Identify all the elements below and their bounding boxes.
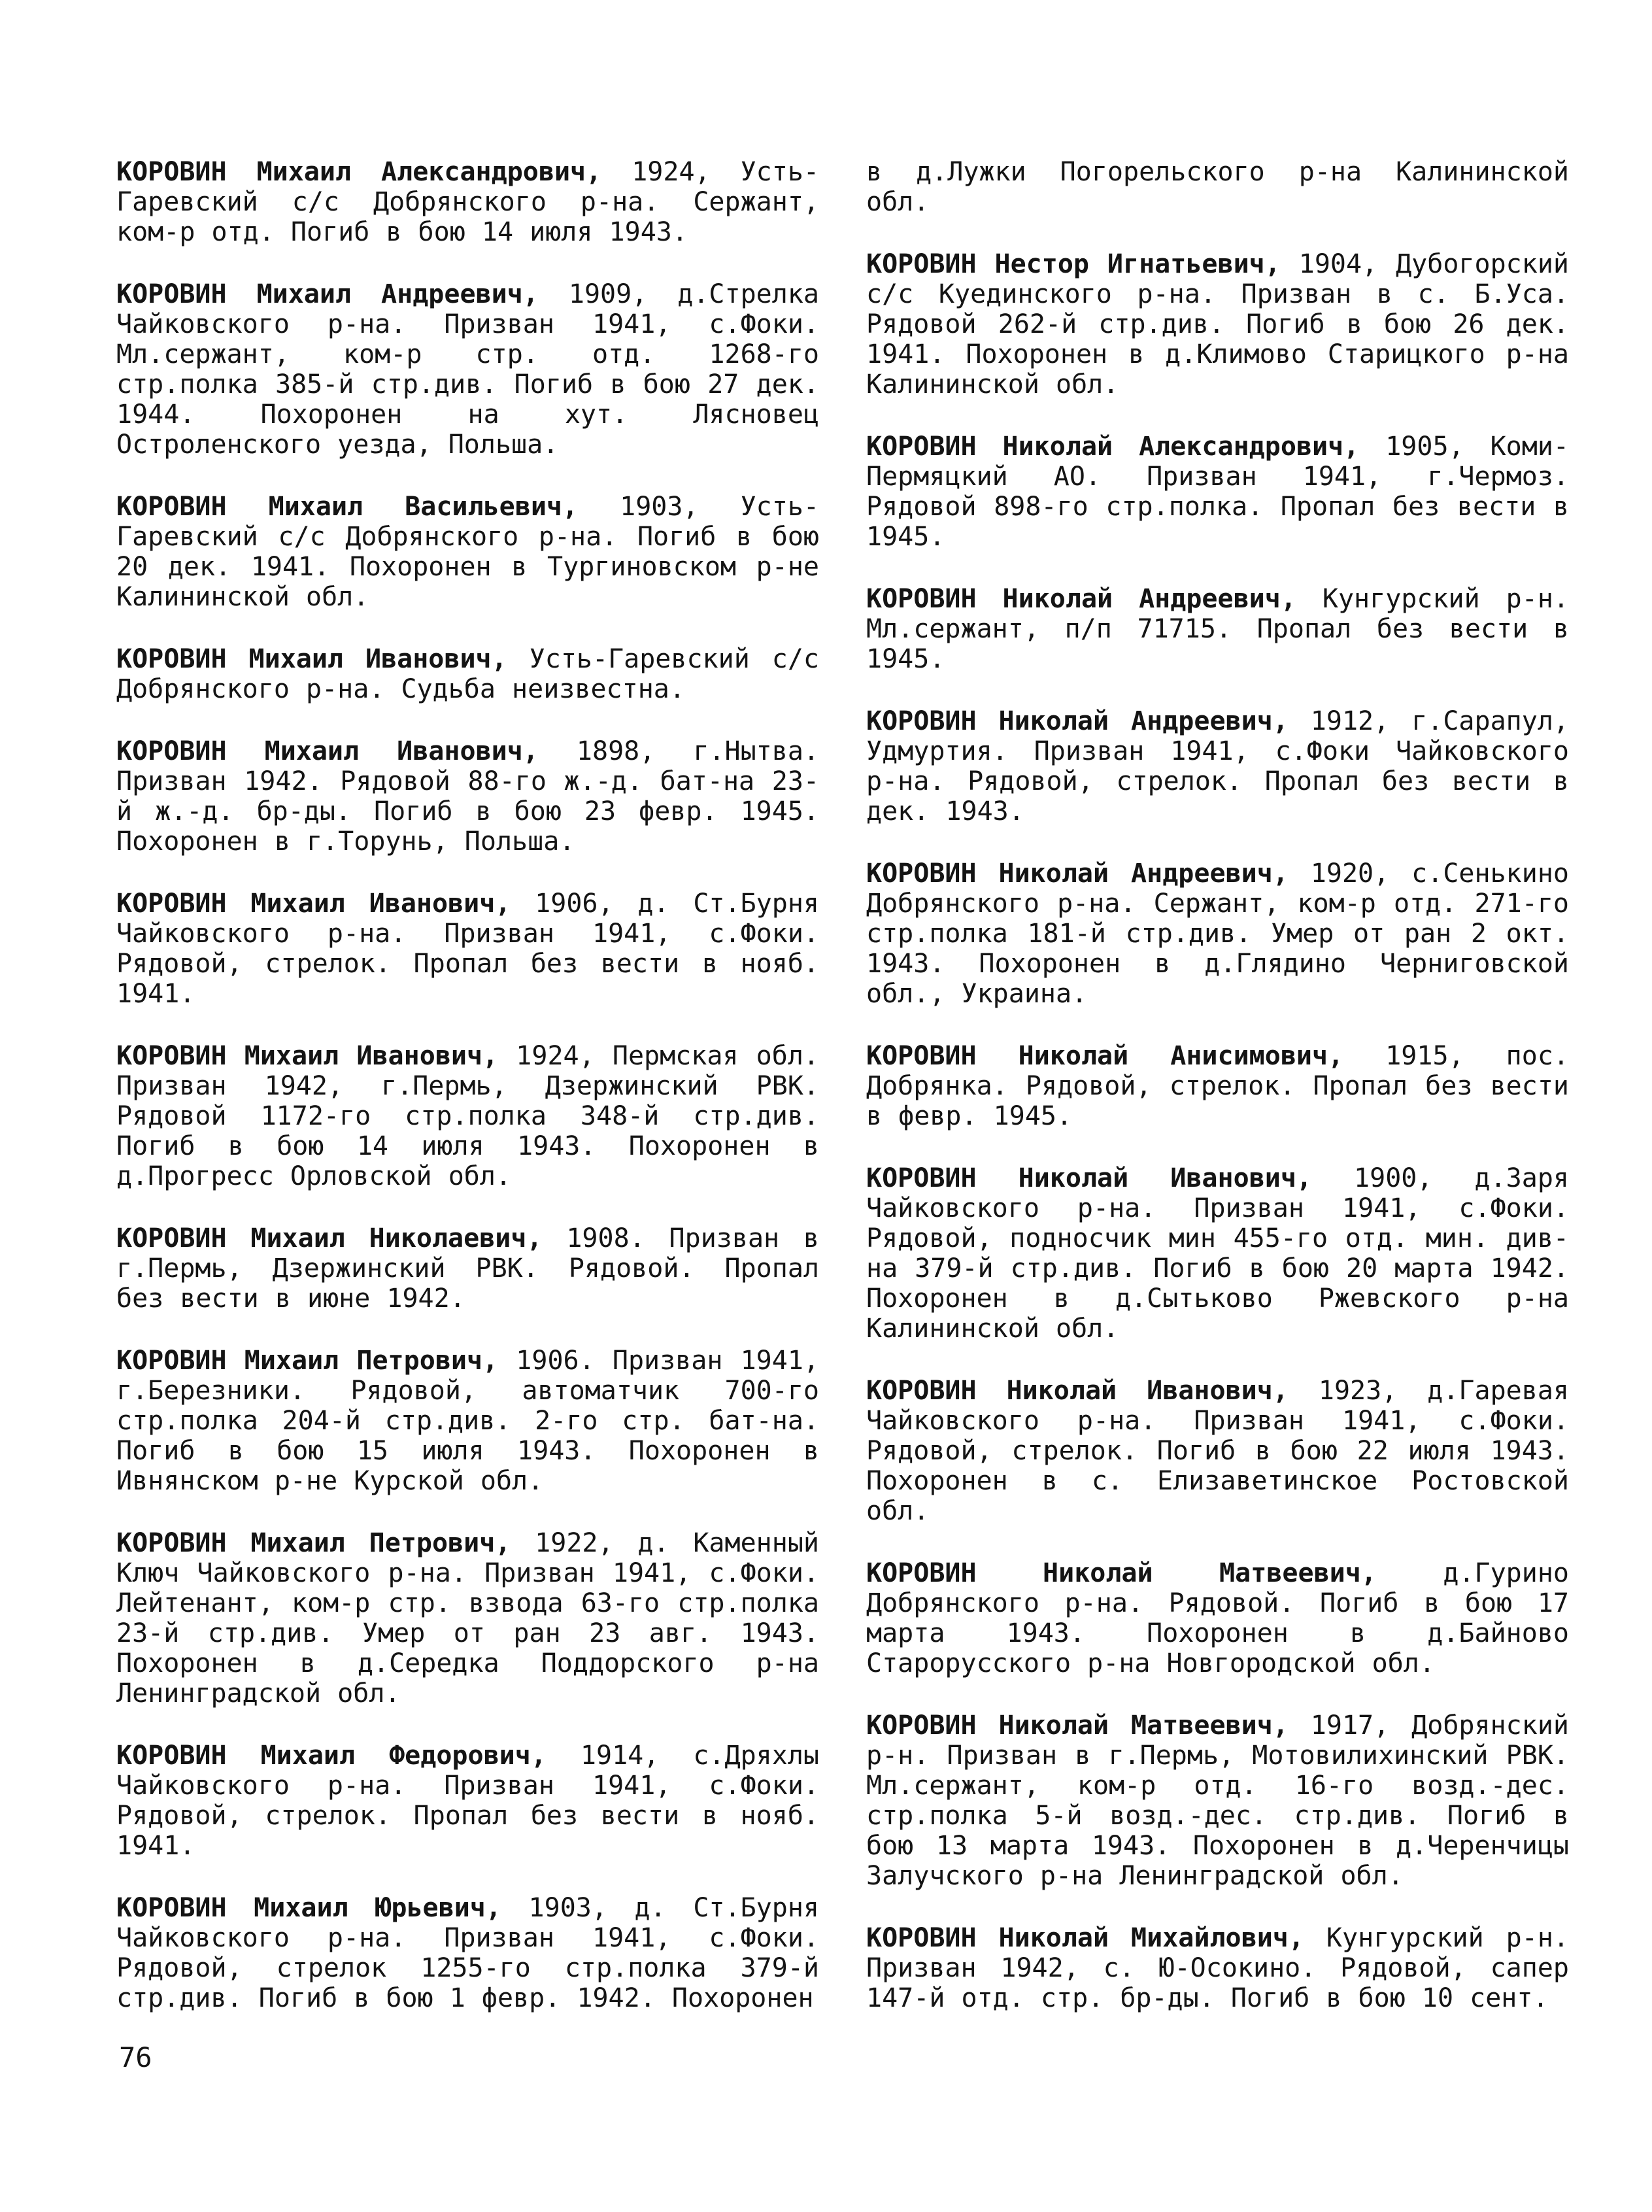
entry-name: КОРОВИН Михаил Васильевич, (116, 492, 579, 522)
entry-name: КОРОВИН Николай Андреевич, (866, 706, 1289, 736)
entry-name: КОРОВИН Михаил Петрович, (116, 1528, 511, 1558)
entry (116, 157, 819, 247)
entry (866, 859, 1569, 1009)
entry (116, 279, 819, 460)
entry (866, 1376, 1569, 1526)
left-column (116, 157, 819, 2045)
entry (866, 1041, 1569, 1131)
entry (116, 644, 819, 704)
entry-text: 1898, г.Нытва. Призван 1942. Рядовой 88-го ж.-д. бат-на 23-й ж.-д. бр-ды. Погиб в бою 23 февр. 1945. Похоронен в г.Торунь, Польша. (116, 736, 820, 857)
entry (116, 1041, 819, 1191)
entry (116, 492, 819, 612)
entry-text: 1903, Усть-Гаревский с/с Добрянского р-на. Погиб в бою 20 дек. 1941. Похоронен в Тургиновском р-не Калининской обл. (116, 492, 819, 612)
entry-name: КОРОВИН Нестор Игнатьевич, (866, 249, 1281, 279)
entry-name: КОРОВИН Николай Матвеевич, (866, 1558, 1377, 1588)
entry-name: КОРОВИН Михаил Николаевич, (116, 1223, 543, 1253)
entry-text: 1908. Призван в г.Пермь, Дзержинский РВК. Рядовой. Пропал без вести в июне 1942. (116, 1223, 820, 1314)
entry (866, 432, 1569, 552)
entry-name: КОРОВИН Михаил Андреевич, (116, 279, 539, 309)
entry (116, 889, 819, 1009)
entry (866, 706, 1569, 826)
entry-text: Усть-Гаревский с/с Добрянского р-на. Судьба неизвестна. (116, 644, 819, 704)
entry-text: 1906, д. Ст.Бурня Чайковского р-на. Призван 1941, с.Фоки. Рядовой, стрелок. Пропал без вести в нояб. 1941. (116, 889, 819, 1009)
entry (116, 1346, 819, 1496)
entry (116, 736, 819, 857)
entry (116, 1893, 819, 2013)
entry-text: в д.Лужки Погорельского р-на Калининской обл. (866, 157, 1569, 217)
entry (866, 249, 1569, 400)
entry-name: КОРОВИН Николай Александрович, (866, 432, 1360, 462)
right-column (866, 157, 1569, 2045)
entry-text: 1915, пос. Добрянка. Рядовой, стрелок. Пропал без вести в февр. 1945. (866, 1041, 1569, 1131)
entry-text: 1912, г.Сарапул, Удмуртия. Призван 1941, с.Фоки Чайковского р-на. Рядовой, стрелок. Пропал без вести в дек. 1943. (866, 706, 1569, 826)
entry (116, 1223, 819, 1314)
entry-name: КОРОВИН Николай Андреевич, (866, 859, 1289, 889)
entry-text: 1924, Пермская обл. Призван 1942, г.Пермь, Дзержинский РВК. Рядовой 1172-го стр.полка 348-й стр.див. Погиб в бою 14 июля 1943. Похоронен в д.Прогресс Орловской обл. (116, 1041, 819, 1191)
entry-text: 1903, д. Ст.Бурня Чайковского р-на. Призван 1941, с.Фоки. Рядовой, стрелок 1255-го стр.полка 379-й стр.див. Погиб в бою 1 февр. 1942. Похоронен (116, 1893, 819, 2013)
entry-text: Кунгурский р-н. Призван 1942, с. Ю-Осокино. Рядовой, сапер 147-й отд. стр. бр-ды. Погиб в бою 10 сент. (866, 1923, 1569, 2013)
entry (866, 584, 1569, 674)
entry-name: КОРОВИН Николай Матвеевич, (866, 1710, 1289, 1741)
entry-name: КОРОВИН Михаил Иванович, (116, 736, 539, 766)
entry-text: Кунгурский р-н. Мл.сержант, п/п 71715. Пропал без вести в 1945. (866, 584, 1569, 674)
entry (116, 1528, 819, 1709)
entry-text: 1909, д.Стрелка Чайковского р-на. Призван 1941, с.Фоки. Мл.сержант, ком-р стр. отд. 1268-го стр.полка 385-й стр.див. Погиб в бою 27 дек. 1944. Похоронен на хут. Лясновец Остроленского уезда, Польша. (116, 279, 819, 460)
page-number: 76 (119, 2041, 152, 2073)
entry-text: 1900, д.Заря Чайковского р-на. Призван 1941, с.Фоки. Рядовой, подносчик мин 455-го отд. мин. див-на 379-й стр.див. Погиб в бою 20 марта 1942. Похоронен в д.Сытьково Ржевского р-на Калининской обл. (866, 1163, 1569, 1344)
entry-text: 1924, Усть-Гаревский с/с Добрянского р-на. Сержант, ком-р отд. Погиб в бою 14 июля 1943. (116, 157, 819, 247)
entry (116, 1741, 819, 1861)
entry-text: 1906. Призван 1941, г.Березники. Рядовой, автоматчик 700-го стр.полка 204-й стр.див. 2-го стр. бат-на. Погиб в бою 15 июля 1943. Похоронен в Ивнянском р-не Курской обл. (116, 1346, 819, 1496)
entry-name: КОРОВИН Николай Иванович, (866, 1163, 1312, 1193)
entry-text: 1905, Коми-Пермяцкий АО. Призван 1941, г.Чермоз. Рядовой 898-го стр.полка. Пропал без вести в 1945. (866, 432, 1569, 552)
entry-name: КОРОВИН Николай Иванович, (866, 1376, 1289, 1406)
entry-name: КОРОВИН Михаил Александрович, (116, 157, 602, 187)
entry-text: 1922, д. Каменный Ключ Чайковского р-на. Призван 1941, с.Фоки. Лейтенант, ком-р стр. взвода 63-го стр.полка 23-й стр.див. Умер от ран 23 авг. 1943. Похоронен в д.Середка Поддорского р-на Ленинградской обл. (116, 1528, 819, 1709)
entry-text: 1917, Добрянский р-н. Призван в г.Пермь, Мотовилихинский РВК. Мл.сержант, ком-р отд. 16-го возд.-дес. стр.полка 5-й возд.-дес. стр.див. Погиб в бою 13 марта 1943. Похоронен в д.Черенчицы Залучского р-на Ленинградской обл. (866, 1710, 1569, 1891)
entry-name: КОРОВИН Михаил Юрьевич, (116, 1893, 501, 1923)
entry (866, 1558, 1569, 1678)
entry-name: КОРОВИН Михаил Иванович, (116, 889, 511, 919)
entry (866, 1923, 1569, 2013)
entry-name: КОРОВИН Михаил Иванович, (116, 644, 507, 674)
entry-name: КОРОВИН Николай Михайлович, (866, 1923, 1304, 1953)
entry-name: КОРОВИН Михаил Иванович, (116, 1041, 499, 1071)
entry-continuation (866, 157, 1569, 217)
entry-text: 1920, с.Сенькино Добрянского р-на. Сержант, ком-р отд. 271-го стр.полка 181-й стр.див. Умер от ран 2 окт. 1943. Похоронен в д.Глядино Черниговской обл., Украина. (866, 859, 1569, 1009)
entry-text: 1914, с.Дряхлы Чайковского р-на. Призван 1941, с.Фоки. Рядовой, стрелок. Пропал без вести в нояб. 1941. (116, 1741, 819, 1861)
entry (866, 1163, 1569, 1344)
entry-text: д.Гурино Добрянского р-на. Рядовой. Погиб в бою 17 марта 1943. Похоронен в д.Байново Старорусского р-на Новгородской обл. (866, 1558, 1569, 1678)
entry-name: КОРОВИН Михаил Петрович, (116, 1346, 499, 1376)
entry-name: КОРОВИН Николай Андреевич, (866, 584, 1296, 614)
entry-name: КОРОВИН Михаил Федорович, (116, 1741, 547, 1771)
entry (866, 1710, 1569, 1891)
entry-text: 1904, Дубогорский с/с Куединского р-на. Призван в с. Б.Уса. Рядовой 262-й стр.див. Погиб в бою 26 дек. 1941. Похоронен в д.Климово Старицкого р-на Калининской обл. (866, 249, 1569, 400)
entry-name: КОРОВИН Николай Анисимович, (866, 1041, 1344, 1071)
entry-text: 1923, д.Гаревая Чайковского р-на. Призван 1941, с.Фоки. Рядовой, стрелок. Погиб в бою 22 июля 1943. Похоронен в с. Елизаветинское Ростовской обл. (866, 1376, 1569, 1526)
